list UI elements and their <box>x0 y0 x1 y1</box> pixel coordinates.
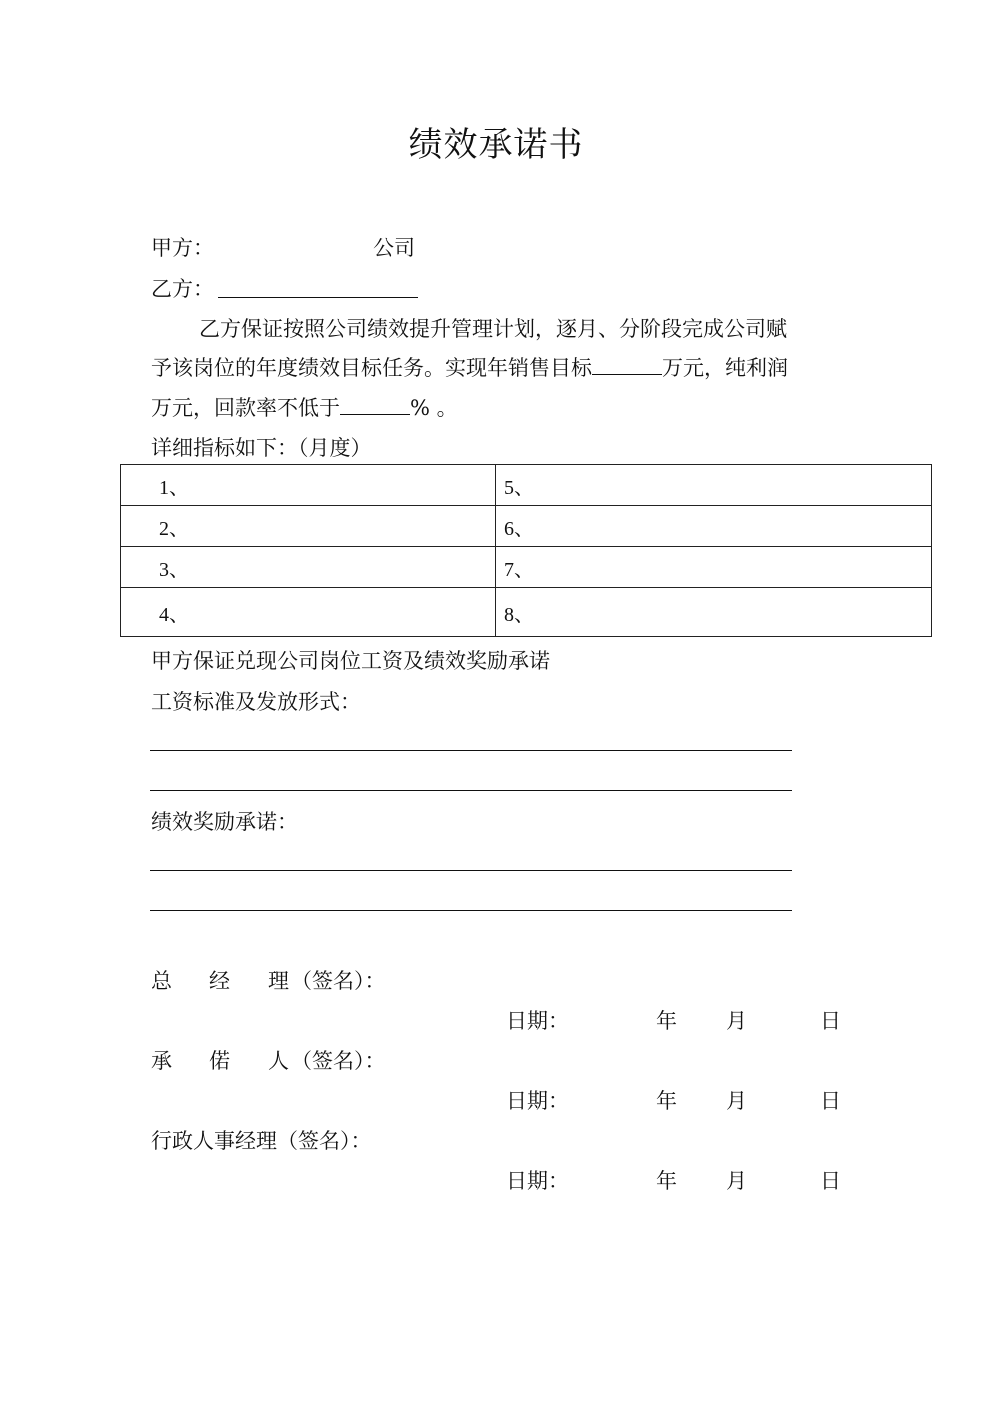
table-row <box>121 465 932 506</box>
bonus-line-2[interactable] <box>150 910 792 911</box>
role-char: 承 <box>151 1049 172 1073</box>
paragraph-line-2 <box>151 354 788 382</box>
salary-standard-label: 工资标准及发放形式： <box>151 690 361 714</box>
date-row-1 <box>0 1007 992 1035</box>
party-b-label: 乙方： <box>151 277 214 301</box>
date-month: 月 <box>726 1009 747 1033</box>
table-row <box>121 506 932 547</box>
guarantee-statement: 甲方保证兑现公司岗位工资及绩效奖励承诺 <box>151 649 550 673</box>
role-char: 偌 <box>209 1049 230 1073</box>
party-a-company-suffix: 公司 <box>373 236 415 260</box>
salary-line-1[interactable] <box>150 750 792 751</box>
date-year: 年 <box>656 1089 677 1113</box>
role-char: 经 <box>209 969 230 993</box>
date-label: 日期： <box>506 1089 569 1113</box>
metrics-heading: 详细指标如下：（月度） <box>151 436 372 460</box>
date-label: 日期： <box>506 1169 569 1193</box>
table-row <box>121 547 932 588</box>
paragraph-line-3-suffix: % 。 <box>410 396 458 420</box>
date-year: 年 <box>656 1169 677 1193</box>
table-row <box>121 588 932 637</box>
signature-suffix: （签名）： <box>277 1129 372 1153</box>
metric-cell[interactable]: 3、 <box>121 547 496 588</box>
paragraph-line-2-prefix: 予该岗位的年度绩效目标任务。实现年销售目标 <box>151 356 592 380</box>
role-char: 总 <box>151 969 172 993</box>
metric-cell[interactable]: 1、 <box>121 465 496 506</box>
signature-suffix: （签名）： <box>291 969 386 993</box>
party-a-label: 甲方： <box>151 236 214 260</box>
metrics-table <box>120 464 932 637</box>
metric-cell[interactable]: 4、 <box>121 588 496 637</box>
metric-cell[interactable]: 2、 <box>121 506 496 547</box>
sales-target-blank[interactable] <box>592 354 662 375</box>
date-row-3 <box>0 1167 992 1195</box>
role-char: 理 <box>268 969 289 993</box>
paragraph-line-3-prefix: 万元，回款率不低于 <box>151 396 340 420</box>
date-label: 日期： <box>506 1009 569 1033</box>
date-day: 日 <box>820 1089 841 1113</box>
role-char: 人 <box>268 1049 289 1073</box>
paragraph-line-1: 乙方保证按照公司绩效提升管理计划，逐月、分阶段完成公司赋 <box>199 317 787 341</box>
salary-line-2[interactable] <box>150 790 792 791</box>
metric-cell[interactable]: 5、 <box>496 465 932 506</box>
date-day: 日 <box>820 1169 841 1193</box>
bonus-line-1[interactable] <box>150 870 792 871</box>
date-year: 年 <box>656 1009 677 1033</box>
paragraph-line-2-suffix: 万元，纯利润 <box>662 356 788 380</box>
document-title: 绩效承诺书 <box>408 125 584 165</box>
metric-cell[interactable]: 7、 <box>496 547 932 588</box>
signature-general-manager <box>151 967 411 995</box>
bonus-promise-label: 绩效奖励承诺： <box>151 810 298 834</box>
date-day: 日 <box>820 1009 841 1033</box>
party-b-name-field[interactable] <box>218 297 418 298</box>
signature-suffix: （签名）： <box>291 1049 386 1073</box>
metric-cell[interactable]: 8、 <box>496 588 932 637</box>
date-month: 月 <box>726 1089 747 1113</box>
signature-hr-manager <box>151 1127 372 1155</box>
role-text: 行政人事经理 <box>151 1129 277 1153</box>
paragraph-line-3 <box>151 394 458 422</box>
date-row-2 <box>0 1087 992 1115</box>
metric-cell[interactable]: 6、 <box>496 506 932 547</box>
collection-rate-blank[interactable] <box>340 394 410 415</box>
signature-promisor <box>151 1047 411 1075</box>
date-month: 月 <box>726 1169 747 1193</box>
